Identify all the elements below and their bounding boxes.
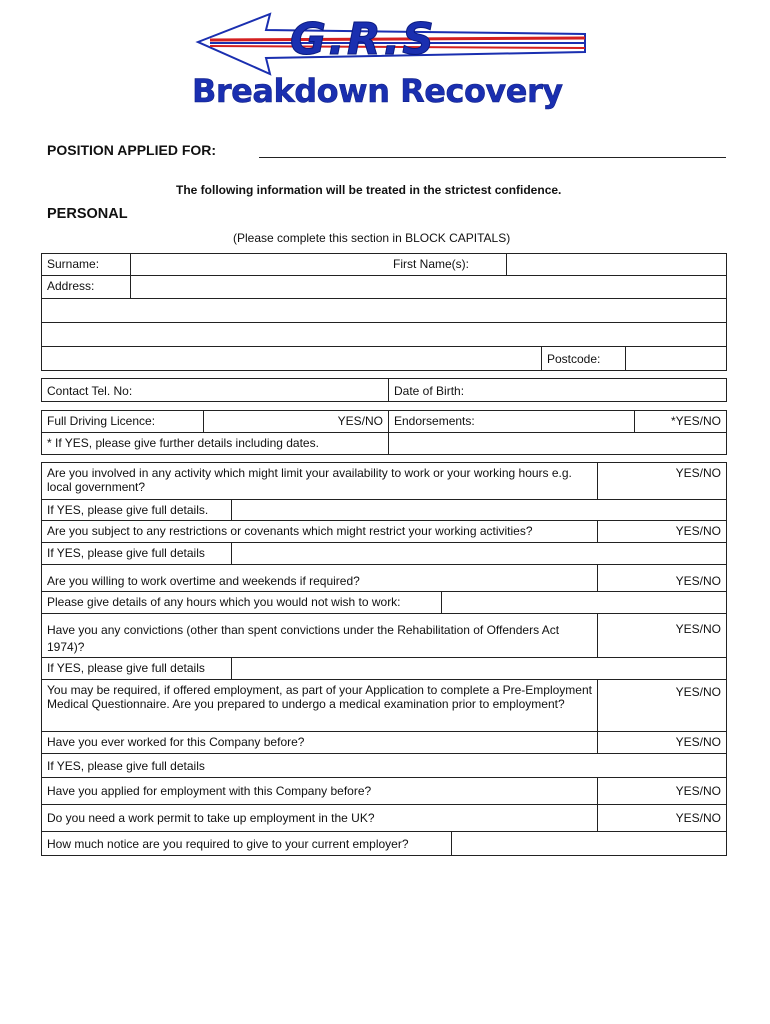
- postcode-field[interactable]: [626, 347, 727, 371]
- endorsements-note: * If YES, please give further details including dates.: [41, 433, 389, 455]
- address-label: Address:: [41, 276, 131, 299]
- q2-details-field[interactable]: [232, 543, 727, 565]
- q7-text: Have you applied for employment with this Company before?: [41, 778, 598, 805]
- first-names-label: First Name(s):: [388, 253, 507, 276]
- q1-text: Are you involved in any activity which might limit your availability to work or your working hours e.g. local government?: [41, 462, 598, 500]
- contact-tel-label[interactable]: Contact Tel. No:: [41, 378, 389, 402]
- q3-text: Are you willing to work overtime and weekends if required?: [41, 565, 598, 592]
- position-field[interactable]: [259, 157, 726, 158]
- q2-details-label: If YES, please give full details: [41, 543, 232, 565]
- position-label: POSITION APPLIED FOR:: [47, 142, 217, 158]
- endorsements-label: Endorsements:: [389, 410, 635, 433]
- q1-details-label: If YES, please give full details.: [41, 500, 232, 521]
- dob-label[interactable]: Date of Birth:: [389, 378, 727, 402]
- q3-yesno[interactable]: YES/NO: [598, 565, 727, 592]
- licence-label: Full Driving Licence:: [41, 410, 204, 433]
- q6-yesno[interactable]: YES/NO: [598, 732, 727, 754]
- q2-text: Are you subject to any restrictions or covenants which might restrict your working activities?: [41, 521, 598, 543]
- q4-yesno[interactable]: YES/NO: [598, 614, 727, 658]
- q9-text: How much notice are you required to give to your current employer?: [41, 832, 452, 856]
- q9-field[interactable]: [452, 832, 727, 856]
- q2-yesno[interactable]: YES/NO: [598, 521, 727, 543]
- q8-yesno[interactable]: YES/NO: [598, 805, 727, 832]
- section-title: PERSONAL: [47, 206, 128, 222]
- address-field-1[interactable]: [131, 276, 727, 299]
- q1-yesno[interactable]: YES/NO: [598, 462, 727, 500]
- licence-yesno[interactable]: YES/NO: [204, 410, 389, 433]
- endorsements-yesno[interactable]: *YES/NO: [635, 410, 727, 433]
- company-logo: [190, 12, 590, 117]
- address-field-4[interactable]: [41, 347, 542, 371]
- confidential-note: The following information will be treated in the strictest confidence.: [176, 183, 562, 197]
- address-field-3[interactable]: [41, 323, 727, 347]
- address-field-2[interactable]: [41, 299, 727, 323]
- q4-text: Have you any convictions (other than spent convictions under the Rehabilitation of Offenders Act 1974)?: [41, 614, 598, 658]
- logo-tagline: Breakdown Recovery: [192, 72, 563, 110]
- q7-yesno[interactable]: YES/NO: [598, 778, 727, 805]
- endorsements-details[interactable]: [389, 433, 727, 455]
- surname-field[interactable]: [131, 253, 389, 276]
- postcode-label: Postcode:: [542, 347, 626, 371]
- q1-details-field[interactable]: [232, 500, 727, 521]
- q5-text: You may be required, if offered employment, as part of your Application to complete a Pre-Employment Medical Questionnaire. Are you prepared to undergo a medical examination prior to employment?: [41, 680, 598, 732]
- section-note: (Please complete this section in BLOCK CAPITALS): [233, 231, 511, 245]
- q3-details-field[interactable]: [442, 592, 727, 614]
- surname-label: Surname:: [41, 253, 131, 276]
- first-names-field[interactable]: [507, 253, 727, 276]
- q5-yesno[interactable]: YES/NO: [598, 680, 727, 732]
- q6-text: Have you ever worked for this Company before?: [41, 732, 598, 754]
- q3-details-label: Please give details of any hours which you would not wish to work:: [41, 592, 442, 614]
- q6-details-label: If YES, please give full details: [41, 754, 727, 778]
- logo-letters: G.R.S: [290, 14, 436, 65]
- q4-details-label: If YES, please give full details: [41, 658, 232, 680]
- q8-text: Do you need a work permit to take up employment in the UK?: [41, 805, 598, 832]
- q4-details-field[interactable]: [232, 658, 727, 680]
